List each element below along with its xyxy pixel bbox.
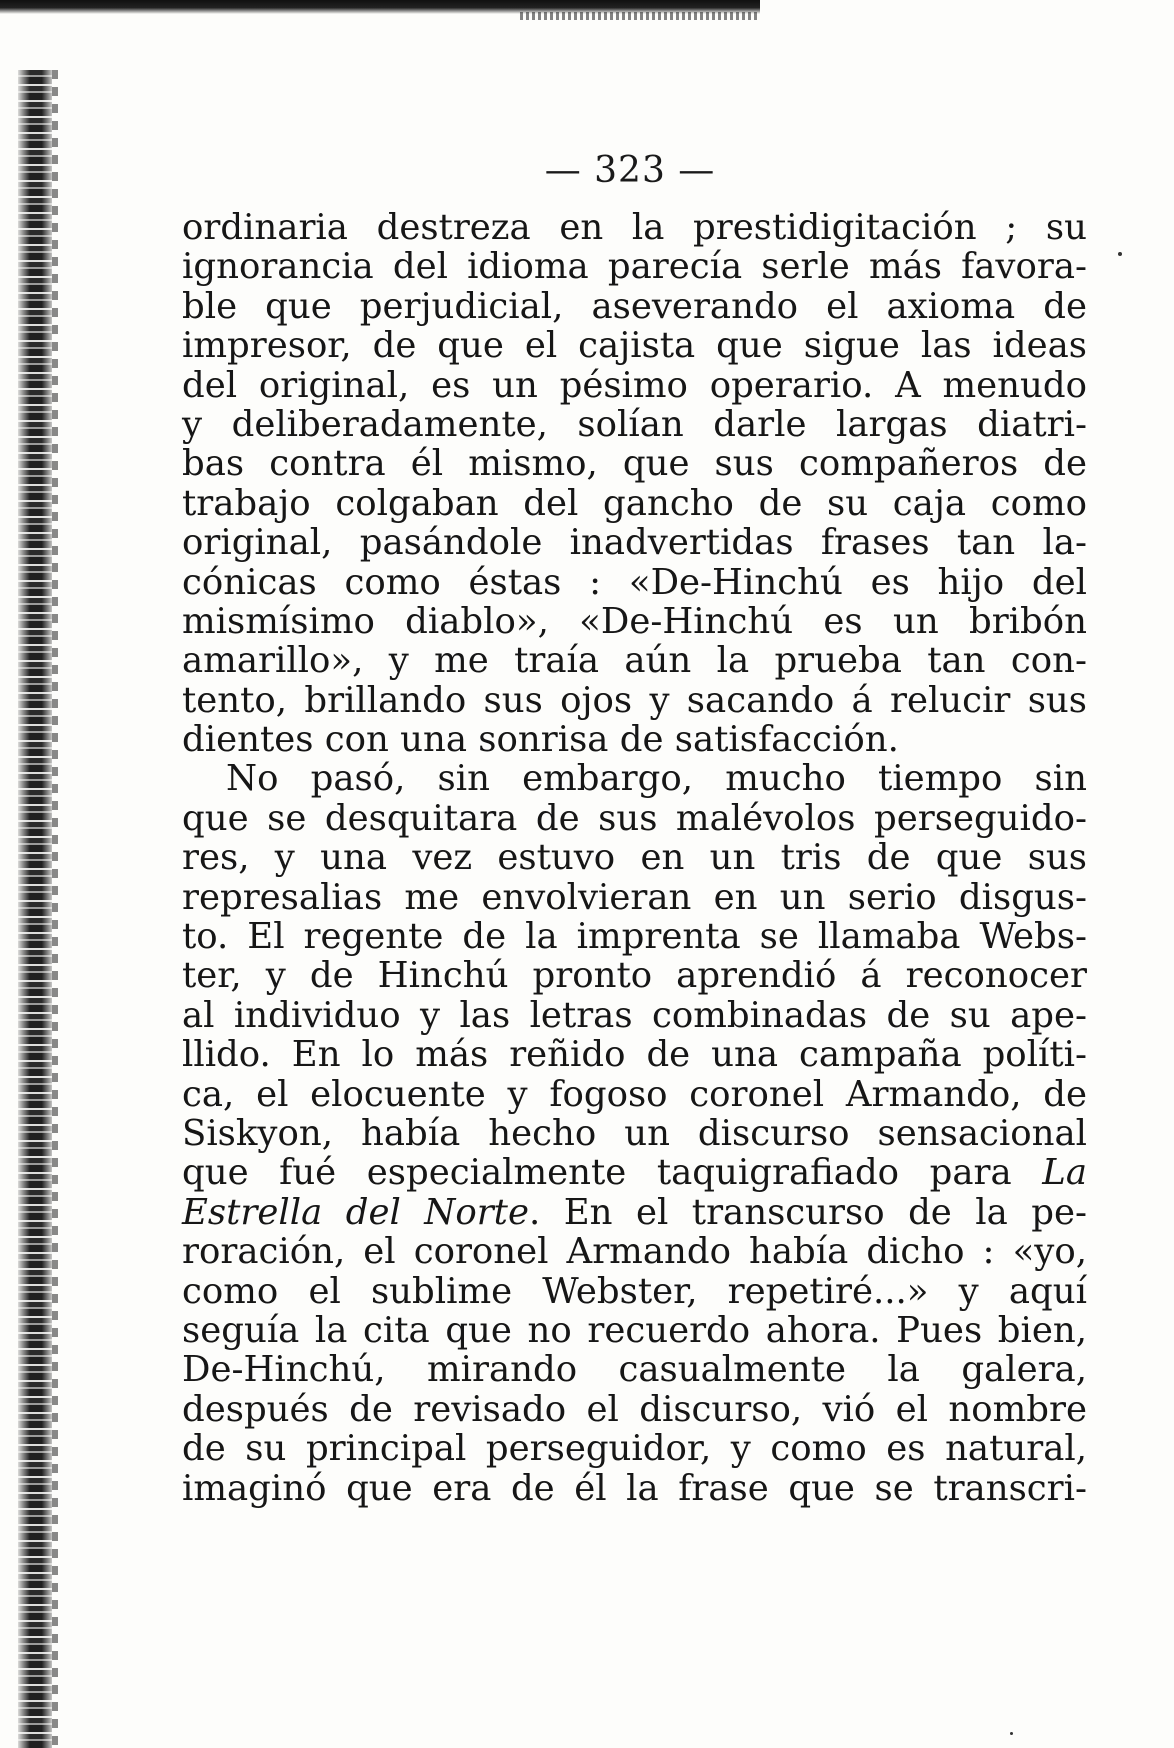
text-line: llido. En lo más reñido de una campaña políti- — [182, 1034, 1087, 1076]
text-line: ble que perjudicial, aseverando el axioma de — [182, 285, 1087, 327]
text-line: to. El regente de la imprenta se llamaba Webs- — [182, 916, 1087, 958]
page-number: — 323 — — [544, 150, 716, 191]
text-line: trabajo colgaban del gancho de su caja como — [182, 482, 1087, 524]
text-line: impresor, de que el cajista que sigue las ideas — [182, 325, 1087, 367]
text-line: No pasó, sin embargo, mucho tiempo sin — [226, 758, 1087, 800]
text-line: bas contra él mismo, que sus compañeros de — [182, 443, 1087, 485]
text-line: represalias me envolvieran en un serio disgus- — [182, 876, 1087, 918]
text-line: de su principal perseguidor, y como es natural, — [182, 1428, 1087, 1470]
text-line: ignorancia del idioma parecía serle más favora- — [182, 246, 1087, 288]
text-line: De-Hinchú, mirando casualmente la galera, — [182, 1349, 1087, 1391]
text-line: Siskyon, había hecho un discurso sensacional — [182, 1112, 1087, 1154]
italic-title-part: Estrella del Norte — [182, 1191, 529, 1233]
text-line-part: . En el transcurso de la pe- — [528, 1191, 1087, 1233]
text-line: ordinaria destreza en la prestidigitación ; su — [182, 207, 1087, 248]
text-line: amarillo», y me traía aún la prueba tan con- — [182, 640, 1087, 682]
scan-top-edge-tail — [520, 12, 760, 20]
text-line: imaginó que era de él la frase que se transcri- — [182, 1467, 1087, 1509]
text-line: ca, el elocuente y fogoso coronel Armando, de — [182, 1073, 1087, 1115]
text-line: seguía la cita que no recuerdo ahora. Pues bien, — [182, 1309, 1087, 1351]
scan-left-edge-inner — [52, 70, 58, 1748]
scan-speck — [1118, 252, 1122, 256]
scan-speck — [1010, 1732, 1013, 1735]
text-line: res, y una vez estuvo en un tris de que sus — [182, 837, 1087, 879]
italic-title-part: La — [1042, 1152, 1087, 1194]
text-line: original, pasándole inadvertidas frases tan la- — [182, 522, 1087, 564]
text-line: mismísimo diablo», «De-Hinchú es un bribón — [182, 600, 1087, 642]
text-line-part: que fué especialmente taquigrafiado para — [182, 1152, 1012, 1194]
text-line — [182, 1153, 1087, 1192]
scan-left-edge — [18, 70, 52, 1748]
text-line: tento, brillando sus ojos y sacando á relucir sus — [182, 679, 1087, 721]
text-line: del original, es un pésimo operario. A menudo — [182, 364, 1087, 406]
text-line: ter, y de Hinchú pronto aprendió á reconocer — [182, 955, 1087, 997]
text-line: cónicas como éstas : «De-Hinchú es hijo del — [182, 561, 1087, 603]
text-line: que se desquitara de sus malévolos perseguido- — [182, 797, 1087, 839]
text-line: y deliberadamente, solían darle largas diatri- — [182, 403, 1087, 445]
text-line: como el sublime Webster, repetiré...» y aquí — [182, 1270, 1087, 1312]
body-text — [182, 208, 1087, 1508]
text-line — [182, 1193, 1087, 1232]
text-line: roración, el coronel Armando había dicho : «yo, — [182, 1231, 1087, 1273]
text-line: después de revisado el discurso, vió el nombre — [182, 1388, 1087, 1430]
text-line: dientes con una sonrisa de satisfacción. — [182, 719, 899, 761]
text-line: al individuo y las letras combinadas de su ape- — [182, 994, 1087, 1036]
